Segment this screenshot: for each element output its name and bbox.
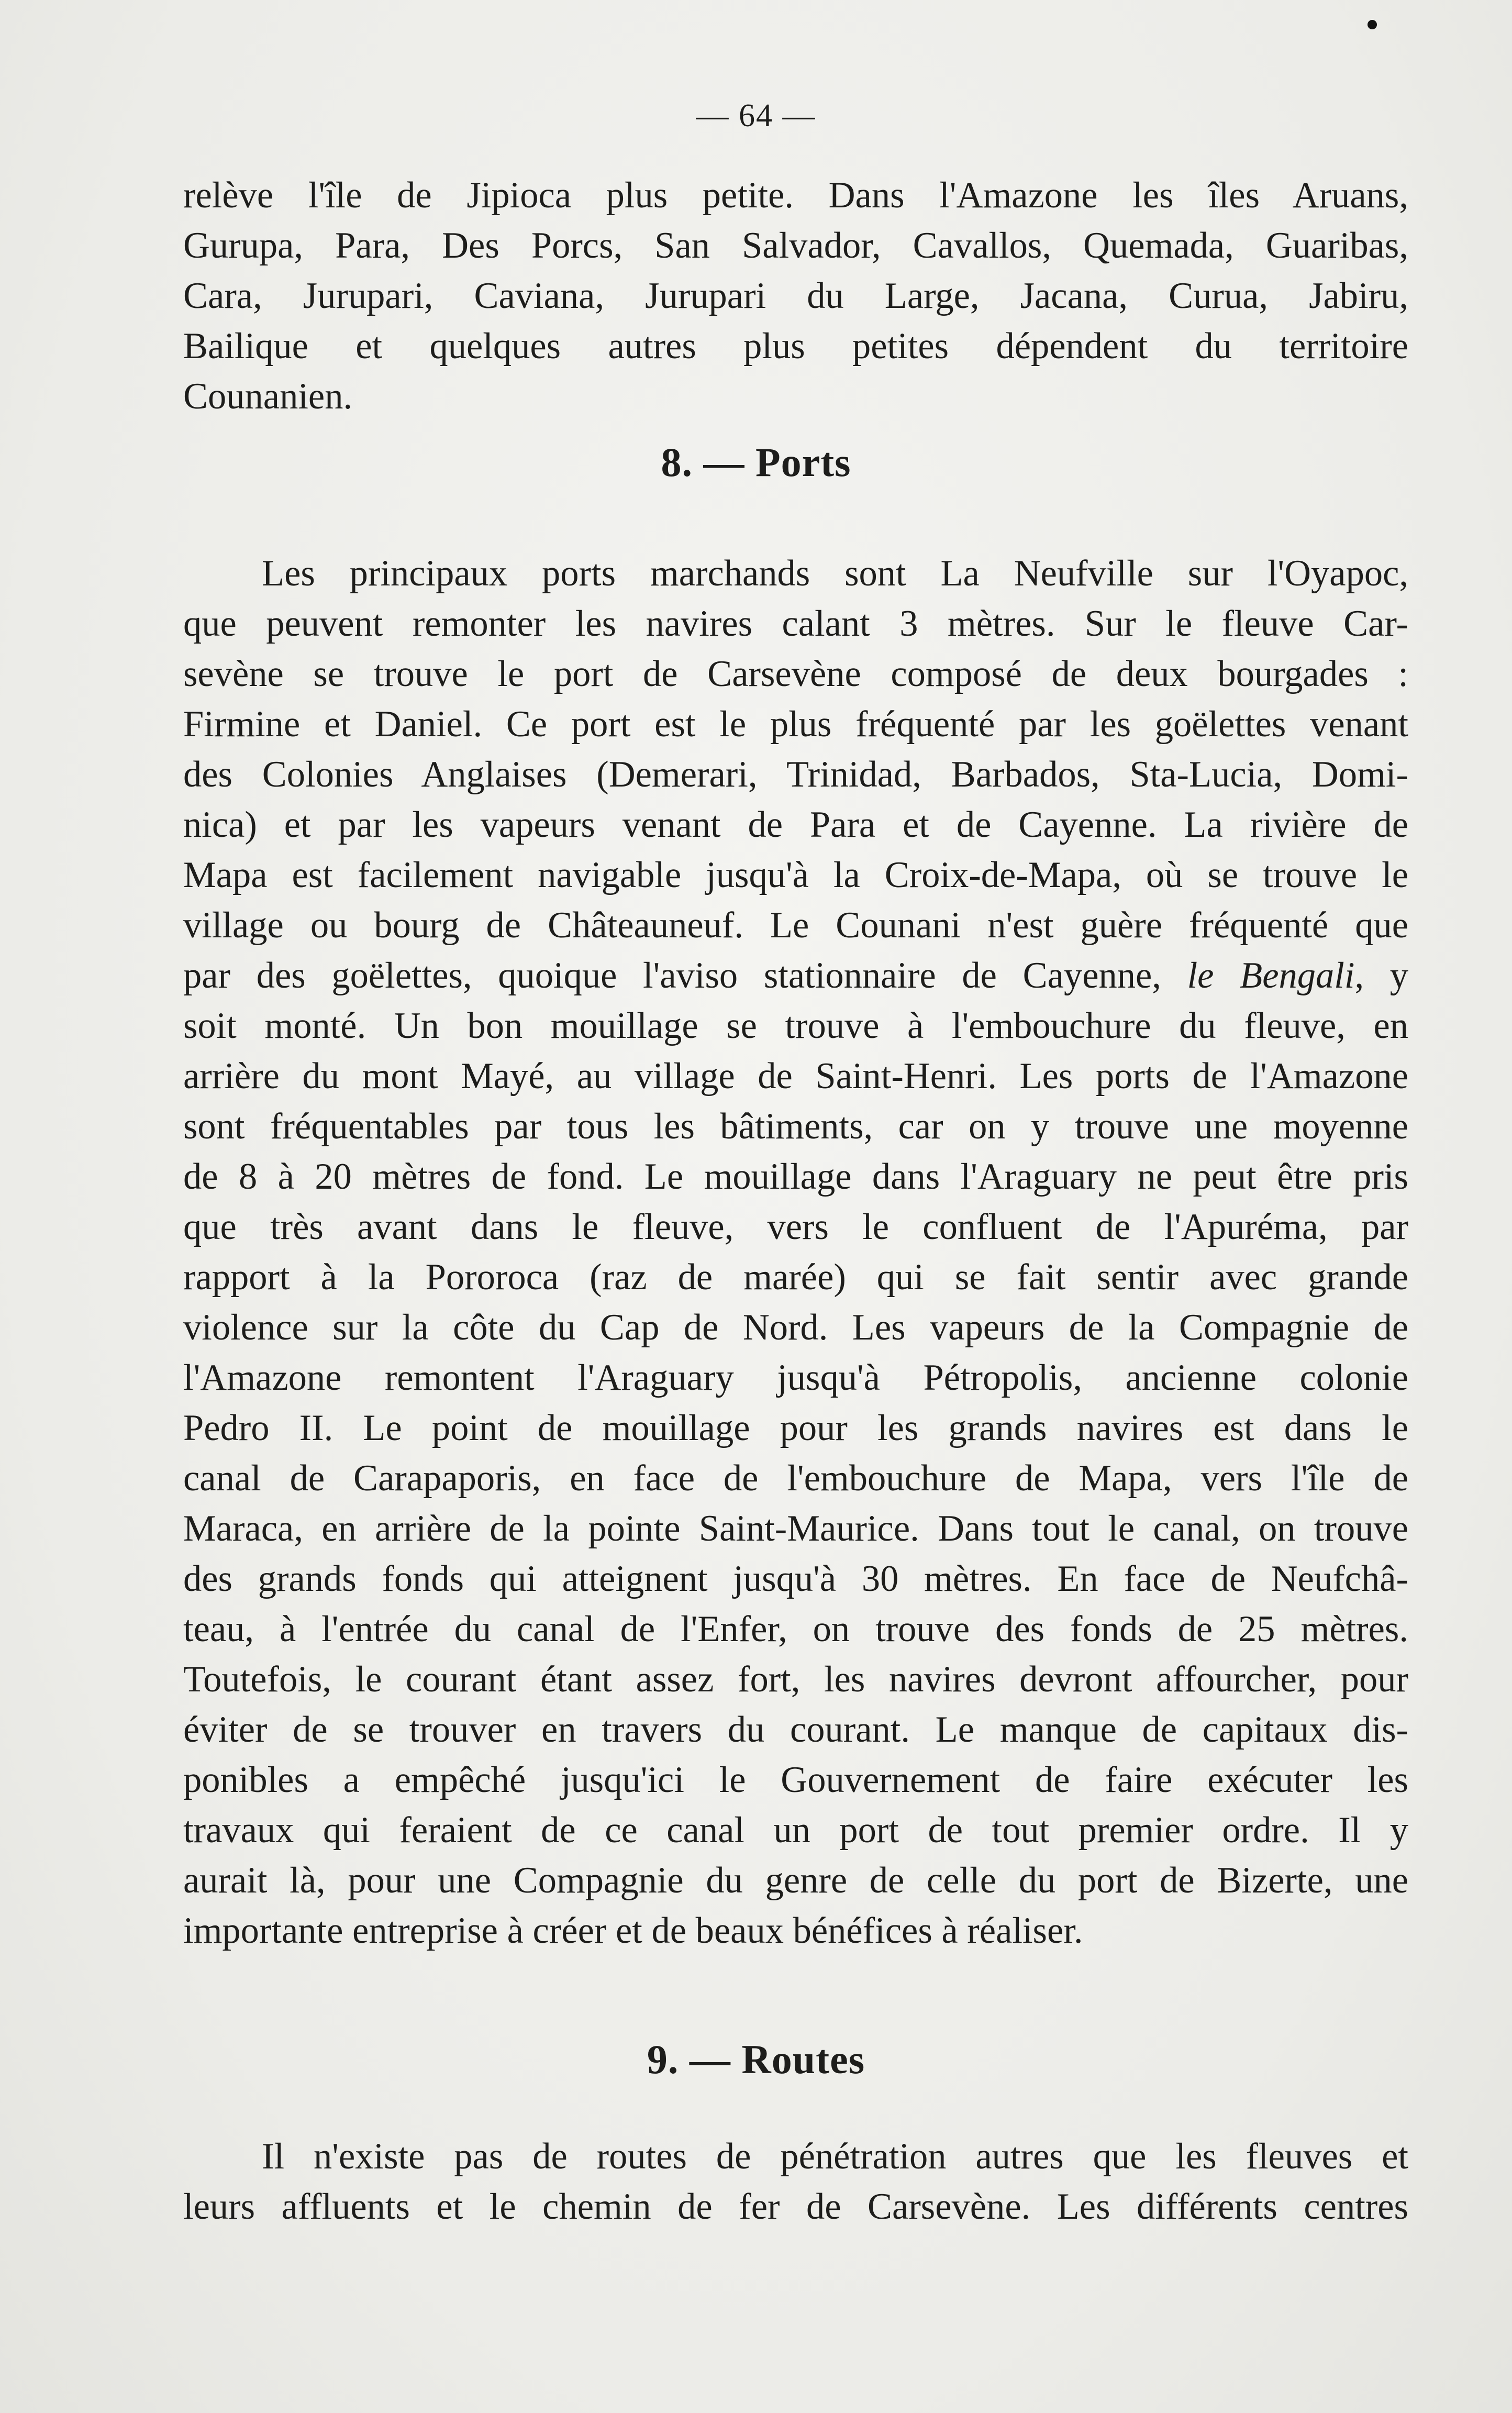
text-line-part: par des goëlettes, quoique l'aviso stationnaire de Cayenne, bbox=[183, 955, 1161, 996]
text-line: Maraca, en arrière de la pointe Saint-Maurice. Dans tout le canal, on trouve bbox=[183, 1508, 1408, 1549]
intro-paragraph bbox=[183, 170, 1408, 422]
text-line: Pedro II. Le point de mouillage pour les grands navires est dans le bbox=[183, 1408, 1408, 1448]
text-line: village ou bourg de Châteauneuf. Le Counani n'est guère fréquenté que bbox=[183, 905, 1408, 946]
routes-paragraph bbox=[183, 2131, 1408, 2232]
text-line: que très avant dans le fleuve, vers le confluent de l'Apuréma, par bbox=[183, 1206, 1408, 1247]
text-line: Il n'existe pas de routes de pénétration autres que les fleuves et bbox=[262, 2136, 1408, 2177]
text-line: travaux qui feraient de ce canal un port de tout premier ordre. Il y bbox=[183, 1810, 1408, 1851]
text-line: Counanien. bbox=[183, 376, 353, 417]
text-line: que peuvent remonter les navires calant 3 mètres. Sur le fleuve Car- bbox=[183, 603, 1408, 644]
text-line: canal de Carapaporis, en face de l'embouchure de Mapa, vers l'île de bbox=[183, 1458, 1408, 1499]
text-line: arrière du mont Mayé, au village de Saint-Henri. Les ports de l'Amazone bbox=[183, 1056, 1408, 1097]
text-line: des grands fonds qui atteignent jusqu'à 30 mètres. En face de Neufchâ- bbox=[183, 1558, 1408, 1599]
text-line: des Colonies Anglaises (Demerari, Trinidad, Barbados, Sta-Lucia, Domi- bbox=[183, 754, 1408, 795]
text-line: Firmine et Daniel. Ce port est le plus fréquenté par les goëlettes venant bbox=[183, 704, 1408, 745]
text-line: violence sur la côte du Cap de Nord. Les vapeurs de la Compagnie de bbox=[183, 1307, 1408, 1348]
text-line: ponibles a empêché jusqu'ici le Gouvernement de faire exécuter les bbox=[183, 1759, 1408, 1800]
ship-name: le Bengali bbox=[1187, 955, 1355, 996]
page-number: — 64 — bbox=[696, 98, 816, 134]
ports-paragraph bbox=[183, 548, 1408, 1956]
text-line: éviter de se trouver en travers du courant. Le manque de capitaux dis- bbox=[183, 1709, 1408, 1750]
text-line: Bailique et quelques autres plus petites dépendent du territoire bbox=[183, 326, 1408, 367]
text-line: relève l'île de Jipioca plus petite. Dans l'Amazone les îles Aruans, bbox=[183, 175, 1408, 216]
section-title-routes: 9. — Routes bbox=[647, 2036, 865, 2082]
text-line: aurait là, pour une Compagnie du genre de celle du port de Bizerte, une bbox=[183, 1860, 1408, 1901]
text-line: de 8 à 20 mètres de fond. Le mouillage dans l'Araguary ne peut être pris bbox=[183, 1156, 1408, 1197]
text-line-part: , y bbox=[1354, 955, 1408, 996]
text-line-with-italic bbox=[183, 950, 1408, 1001]
text-line: Mapa est facilement navigable jusqu'à la Croix-de-Mapa, où se trouve le bbox=[183, 855, 1408, 895]
text-line: Gurupa, Para, Des Porcs, San Salvador, Cavallos, Quemada, Guaribas, bbox=[183, 225, 1408, 266]
text-line: sevène se trouve le port de Carsevène composé de deux bourgades : bbox=[183, 654, 1408, 694]
text-line: l'Amazone remontent l'Araguary jusqu'à Pétropolis, ancienne colonie bbox=[183, 1357, 1408, 1398]
text-line: Toutefois, le courant étant assez fort, les navires devront affourcher, pour bbox=[183, 1659, 1408, 1700]
text-line: leurs affluents et le chemin de fer de Carsevène. Les différents centres bbox=[183, 2186, 1408, 2227]
text-line: soit monté. Un bon mouillage se trouve à l'embouchure du fleuve, en bbox=[183, 1005, 1408, 1046]
text-line: rapport à la Pororoca (raz de marée) qui se fait sentir avec grande bbox=[183, 1257, 1408, 1298]
text-line: Cara, Jurupari, Caviana, Jurupari du Large, Jacana, Curua, Jabiru, bbox=[183, 275, 1408, 316]
text-line: importante entreprise à créer et de beaux bénéfices à réaliser. bbox=[183, 1910, 1083, 1951]
text-line: Les principaux ports marchands sont La Neufville sur l'Oyapoc, bbox=[262, 553, 1408, 594]
section-title-ports: 8. — Ports bbox=[661, 439, 851, 485]
text-line: teau, à l'entrée du canal de l'Enfer, on trouve des fonds de 25 mètres. bbox=[183, 1609, 1408, 1650]
text-line: nica) et par les vapeurs venant de Para et de Cayenne. La rivière de bbox=[183, 804, 1408, 845]
text-line: sont fréquentables par tous les bâtiments, car on y trouve une moyenne bbox=[183, 1106, 1408, 1147]
ink-speck bbox=[1368, 20, 1377, 29]
